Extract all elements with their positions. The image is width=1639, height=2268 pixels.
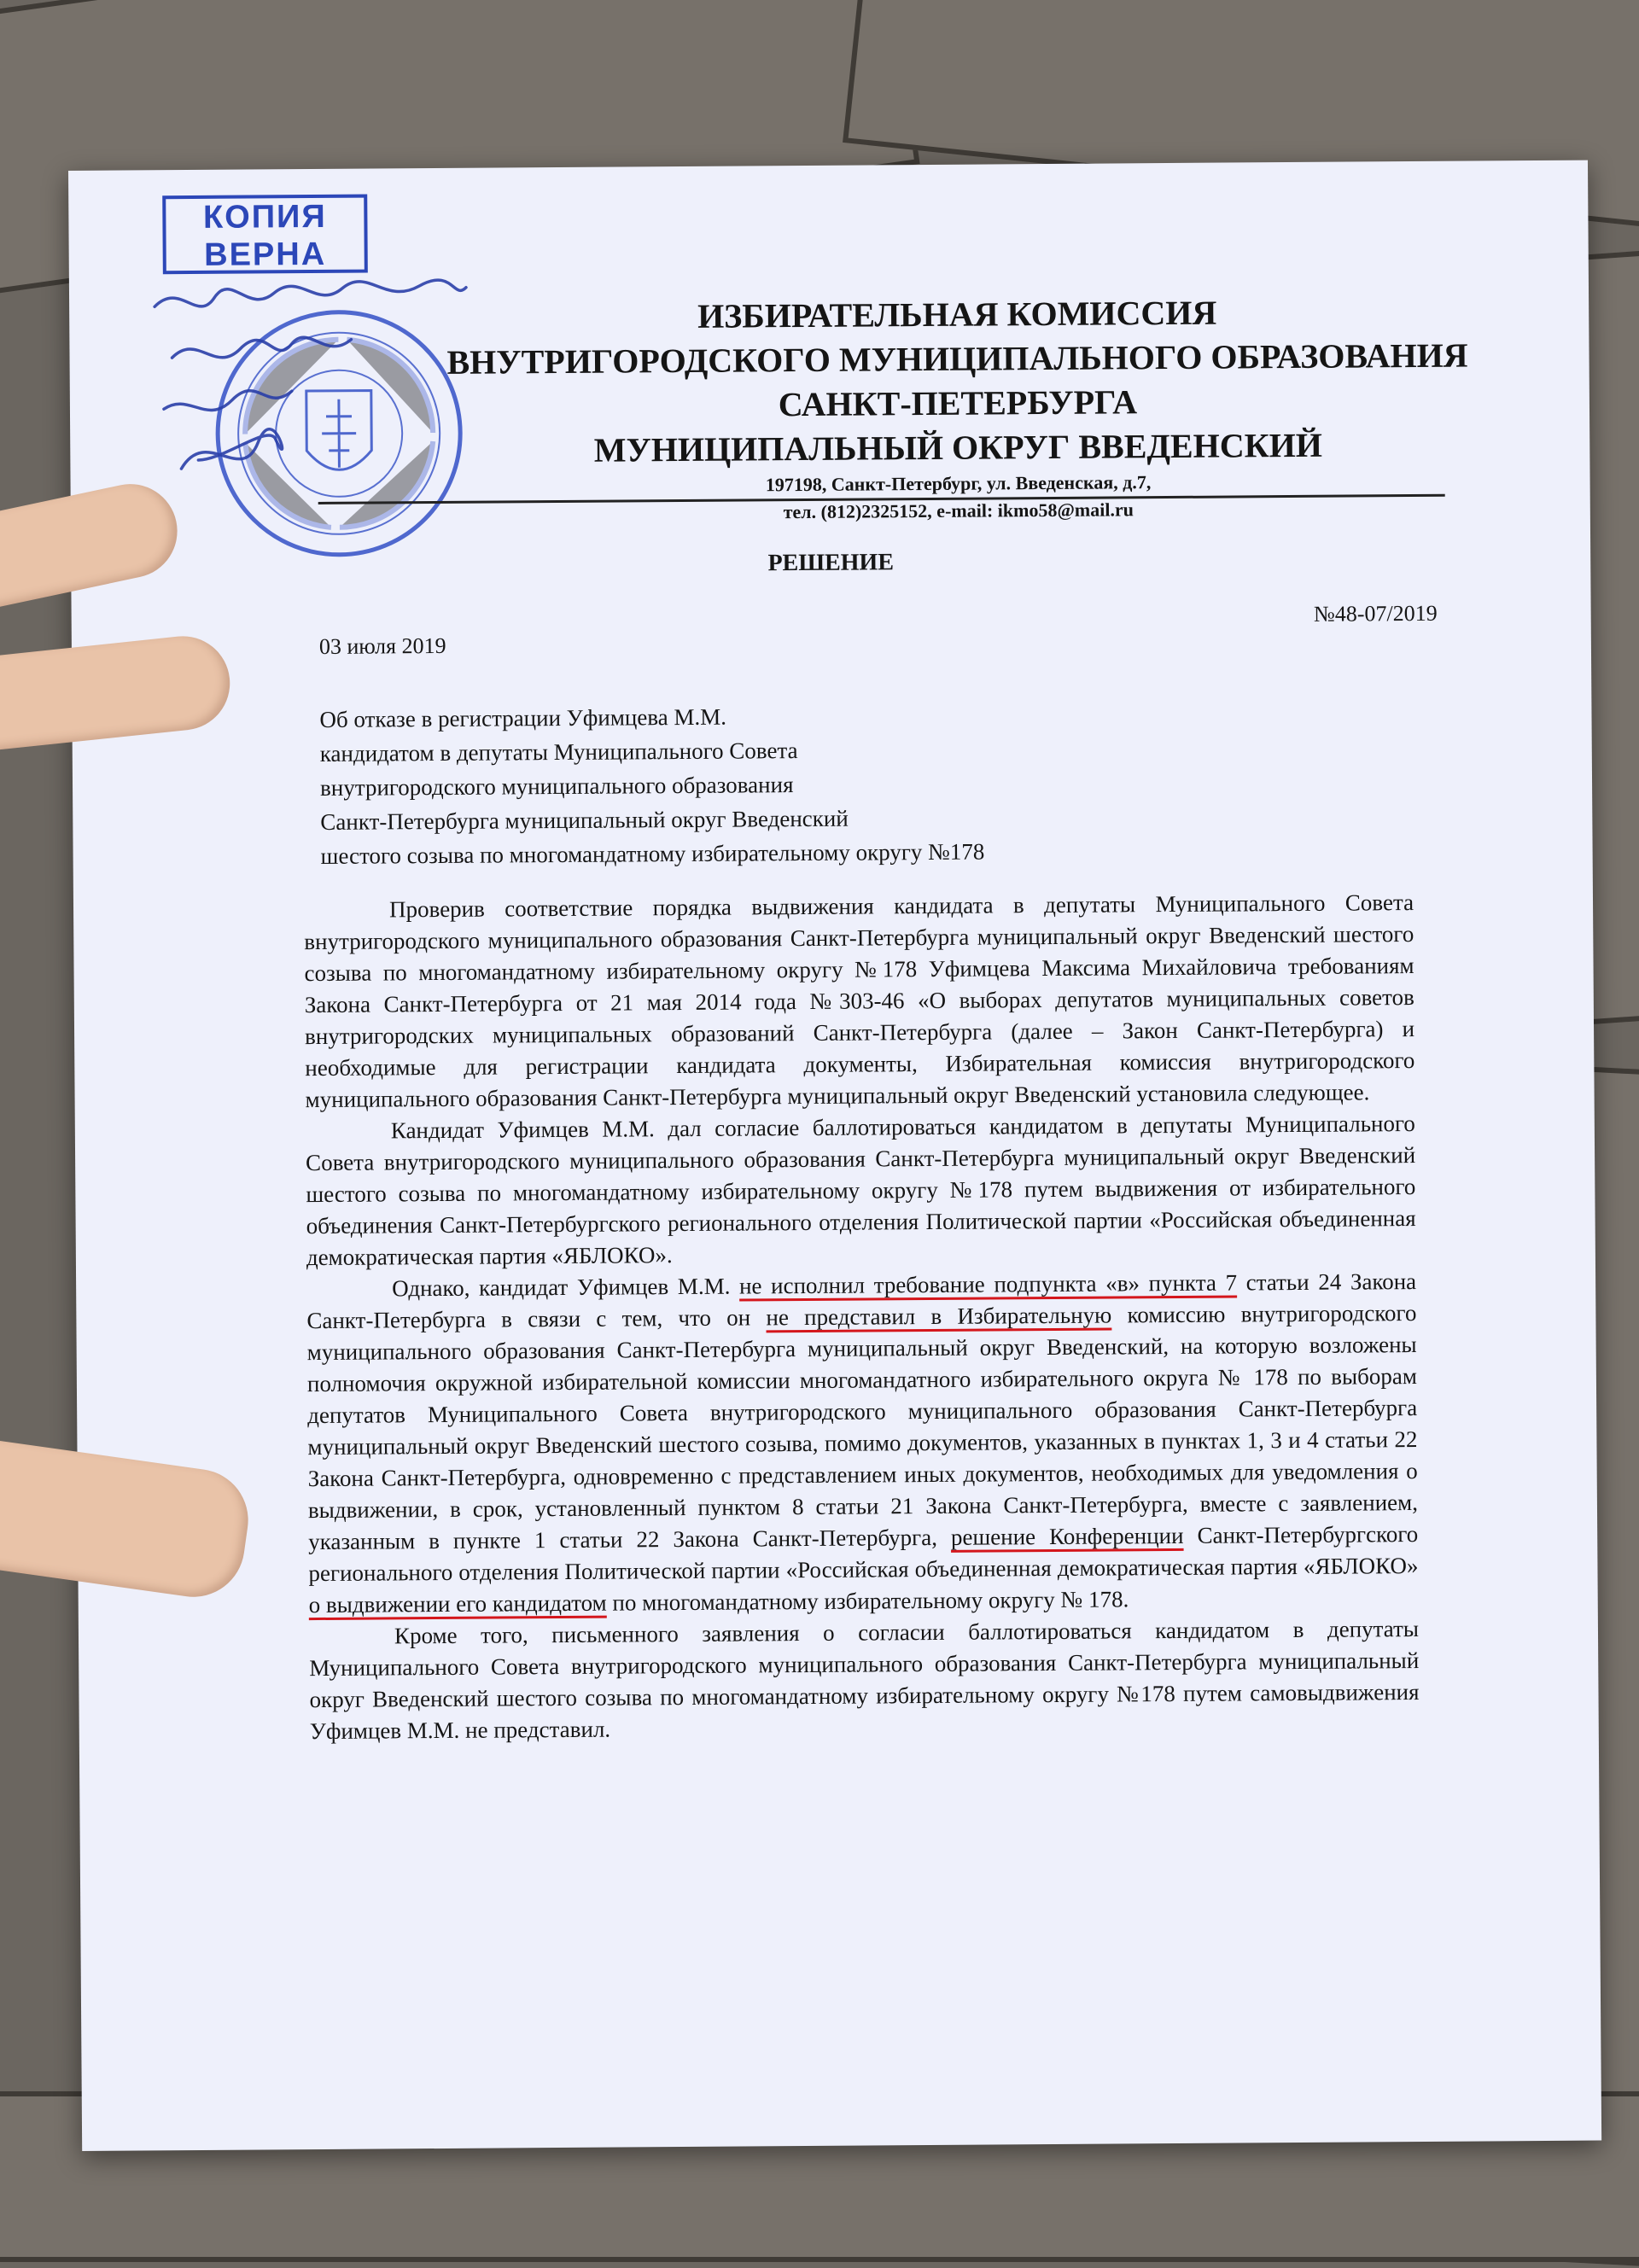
decision-date: 03 июля 2019 [318,633,446,659]
subject-line: внутригородского муниципального образования [319,772,794,801]
decision-subject [319,698,984,873]
stamp-line: ВЕРНА [204,236,327,273]
commission-header [359,289,1556,529]
body-text: комиссию внутригородского муниципального образования Санкт-Петербурга муниципальный округ Введенский, на которую возложены полномочия окружной избирательной комиссии многомандатного избирательного округа № 178 по выборам депутатов Муниципального Совета внутригородского муниципального образования Санкт-Петербурга муниципальный округ Введенский шестого созыва, помимо документов, указанных в пунктах 1, 3 и 4 статьи 22 Закона Санкт-Петербурга, одновременно с представлением иных документов, необходимых для уведомления о выдвижении, в срок, установленный пунктом 8 статьи 21 Закона Санкт-Петербурга, вместе с заявлением, указанным в пункте 1 статьи 22 Закона Санкт-Петербурга, [306,1300,1419,1555]
underlined-text: не представил в Избирательную [766,1302,1112,1331]
body-paragraph: Проверив соответствие порядка выдвижения кандидата в депутаты Муниципального Совета внутригородского муниципального образования Санкт-Петербурга муниципальный округ Введенский шестого созыва по многомандатному избирательному округу №178 Уфимцева Максима Михайловича требованиям Закона Санкт-Петербурга от 21 мая 2014 года №303-46 «О выборах депутатов муниципальных советов внутригородских муниципальных образований Санкт-Петербурга (далее – Закон Санкт-Петербурга) и необходимые для регистрации кандидата документы, Избирательная комиссия внутригородского муниципального образования Санкт-Петербурга муниципальный округ Введенский установила следующее. [304,889,1415,1113]
body-text: статьи 24 Закона Санкт-Петербурга в связи с тем, что он [306,1268,1417,1334]
header-line: ИЗБИРАТЕЛЬНАЯ КОМИССИЯ [697,293,1217,335]
underlined-text: о выдвижении его кандидатом [308,1589,607,1618]
subject-line: кандидатом в депутаты Муниципального Совета [319,738,798,767]
decision-body [304,887,1420,1747]
body-paragraph: Кандидат Уфимцев М.М. дал согласие баллотироваться кандидатом в депутаты Муниципального Совета внутригородского муниципального образования Санкт-Петербурга муниципальный округ Введенский шестого созыва по многомандатному избирательному округу №178 путем выдвижения от избирательного объединения Санкт-Петербургского регионального отделения Политической партии «Российская объединенная демократическая партия «ЯБЛОКО». [306,1111,1416,1271]
body-text: Санкт-Петербургского регионального отделения Политической партии «Российская объединенная демократическая партия «ЯБЛОКО» [308,1521,1419,1587]
subject-line: Об отказе в регистрации Уфимцева М.М. [319,703,727,732]
subject-line: Санкт-Петербурга муниципальный округ Введенский [320,805,849,835]
document-sheet [68,160,1601,2151]
body-text: по многомандатному избирательному округу № 178. [606,1586,1129,1616]
header-contacts: тел. (812)2325152, e-mail: ikmo58@mail.ru [783,498,1134,523]
body-text: Однако, кандидат Уфимцев М.М. [392,1273,740,1302]
decision-title: РЕШЕНИЕ [767,549,895,577]
body-paragraph [306,1266,1419,1621]
header-line: САНКТ-ПЕТЕРБУРГА [778,382,1138,424]
underlined-text: решение Конференции [950,1522,1184,1550]
underlined-text: не исполнил требование подпункта «в» пункта 7 [738,1269,1238,1299]
decision-number: №48-07/2019 [1313,600,1438,627]
header-line: ВНУТРИГОРОДСКОГО МУНИЦИПАЛЬНОГО ОБРАЗОВАНИЯ [446,335,1468,382]
body-paragraph: Кроме того, письменного заявления о согласии баллотироваться кандидатом в депутаты Муниципального Совета внутригородского муниципального образования Санкт-Петербурга муниципальный округ Введенский шестого созыва по многомандатному избирательному округу №178 путем самовыдвижения Уфимцев М.М. не представил. [309,1615,1420,1745]
header-address: 197198, Санкт-Петербург, ул. Введенская, д.7, [765,471,1152,496]
header-line: МУНИЦИПАЛЬНЫЙ ОКРУГ ВВЕДЕНСКИЙ [593,425,1323,469]
stamp-line: КОПИЯ [202,198,327,236]
subject-line: шестого созыва по многомандатному избирательному округу №178 [320,838,985,869]
